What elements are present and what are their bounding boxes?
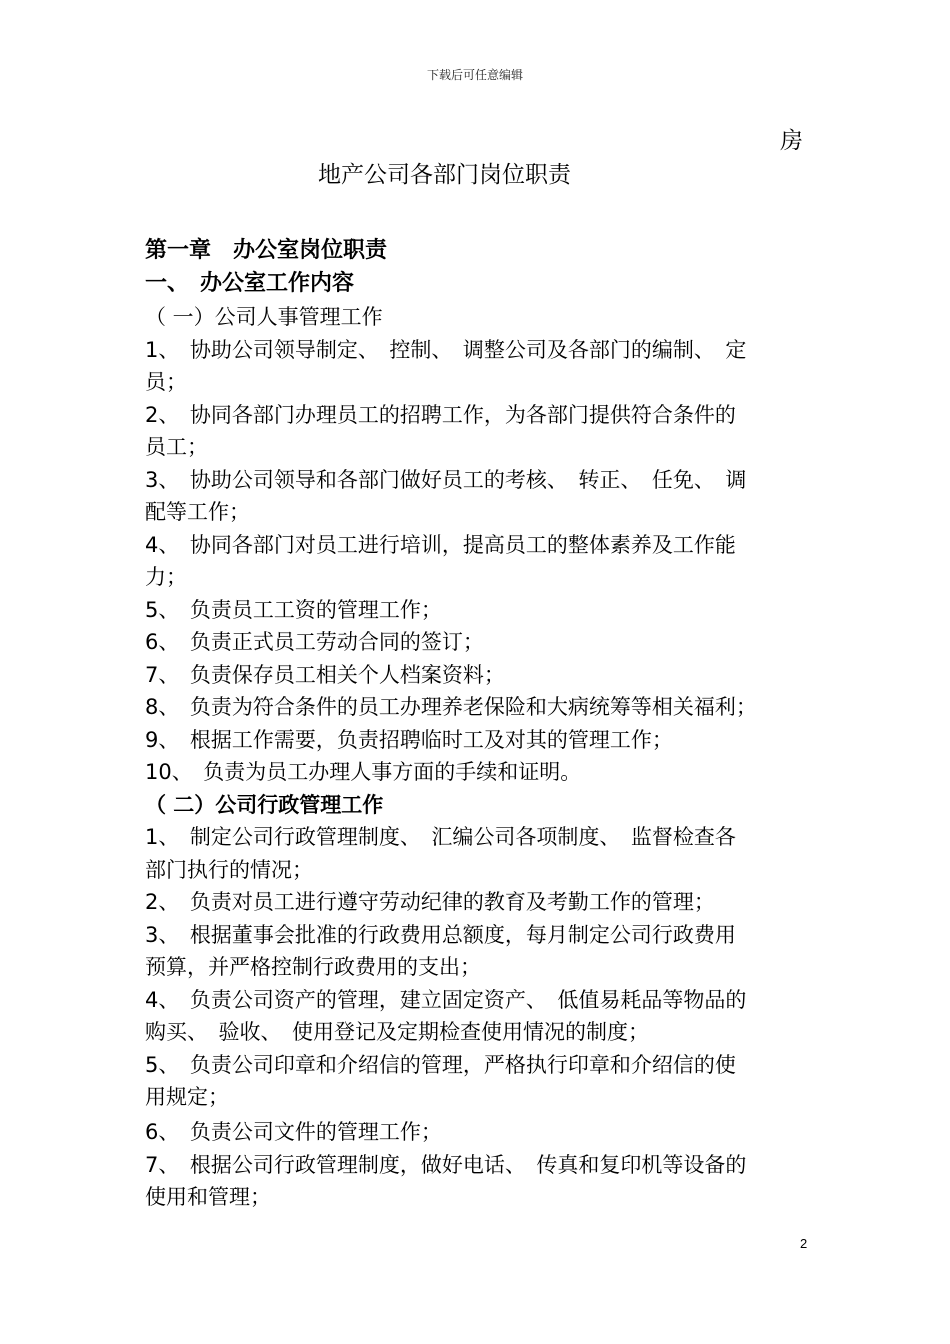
list-item: 员工； xyxy=(145,435,208,459)
subsection-heading: （ 二）公司行政管理工作 xyxy=(145,793,384,817)
title-first-char: 房 xyxy=(780,128,803,154)
list-item: 4、 负责公司资产的管理，建立固定资产、 低值易耗品等物品的 xyxy=(145,988,747,1012)
list-item: 7、 根据公司行政管理制度，做好电话、 传真和复印机等设备的 xyxy=(145,1153,747,1177)
list-item: 1、 制定公司行政管理制度、 汇编公司各项制度、 监督检查各 xyxy=(145,825,736,849)
list-item: 员； xyxy=(145,370,187,394)
list-item: 使用和管理； xyxy=(145,1185,271,1209)
list-item: 用规定； xyxy=(145,1085,229,1109)
list-item: 配等工作； xyxy=(145,500,250,524)
list-item: 力； xyxy=(145,565,187,589)
list-item: 3、 根据董事会批准的行政费用总额度，每月制定公司行政费用 xyxy=(145,923,736,947)
list-item: 购买、 验收、 使用登记及定期检查使用情况的制度； xyxy=(145,1020,649,1044)
page-number: 2 xyxy=(800,1236,808,1251)
list-item: 5、 负责公司印章和介绍信的管理，严格执行印章和介绍信的使 xyxy=(145,1053,736,1077)
section-heading: 一、 办公室工作内容 xyxy=(145,271,355,296)
list-item: 8、 负责为符合条件的员工办理养老保险和大病统筹等相关福利； xyxy=(145,695,757,719)
list-item: 2、 协同各部门办理员工的招聘工作，为各部门提供符合条件的 xyxy=(145,403,736,427)
list-item: 7、 负责保存员工相关个人档案资料； xyxy=(145,663,505,687)
list-item: 6、 负责正式员工劳动合同的签订； xyxy=(145,630,484,654)
list-item: 3、 协助公司领导和各部门做好员工的考核、 转正、 任免、 调 xyxy=(145,468,747,492)
document-title: 地产公司各部门岗位职责 xyxy=(318,162,571,188)
list-item: 2、 负责对员工进行遵守劳动纪律的教育及考勤工作的管理； xyxy=(145,890,715,914)
chapter-heading: 第一章 办公室岗位职责 xyxy=(145,238,388,263)
list-item: 预算，并严格控制行政费用的支出； xyxy=(145,955,481,979)
list-item: 1、 协助公司领导制定、 控制、 调整公司及各部门的编制、 定 xyxy=(145,338,747,362)
list-item: 6、 负责公司文件的管理工作； xyxy=(145,1120,442,1144)
list-item: 部门执行的情况； xyxy=(145,858,313,882)
subsection-heading: （ 一）公司人事管理工作 xyxy=(145,305,383,329)
list-item: 5、 负责员工工资的管理工作； xyxy=(145,598,442,622)
list-item: 4、 协同各部门对员工进行培训，提高员工的整体素养及工作能 xyxy=(145,533,736,557)
list-item: 9、 根据工作需要，负责招聘临时工及对其的管理工作； xyxy=(145,728,673,752)
list-item: 10、 负责为员工办理人事方面的手续和证明。 xyxy=(145,760,582,784)
page-header: 下载后可任意编辑 xyxy=(426,68,523,82)
